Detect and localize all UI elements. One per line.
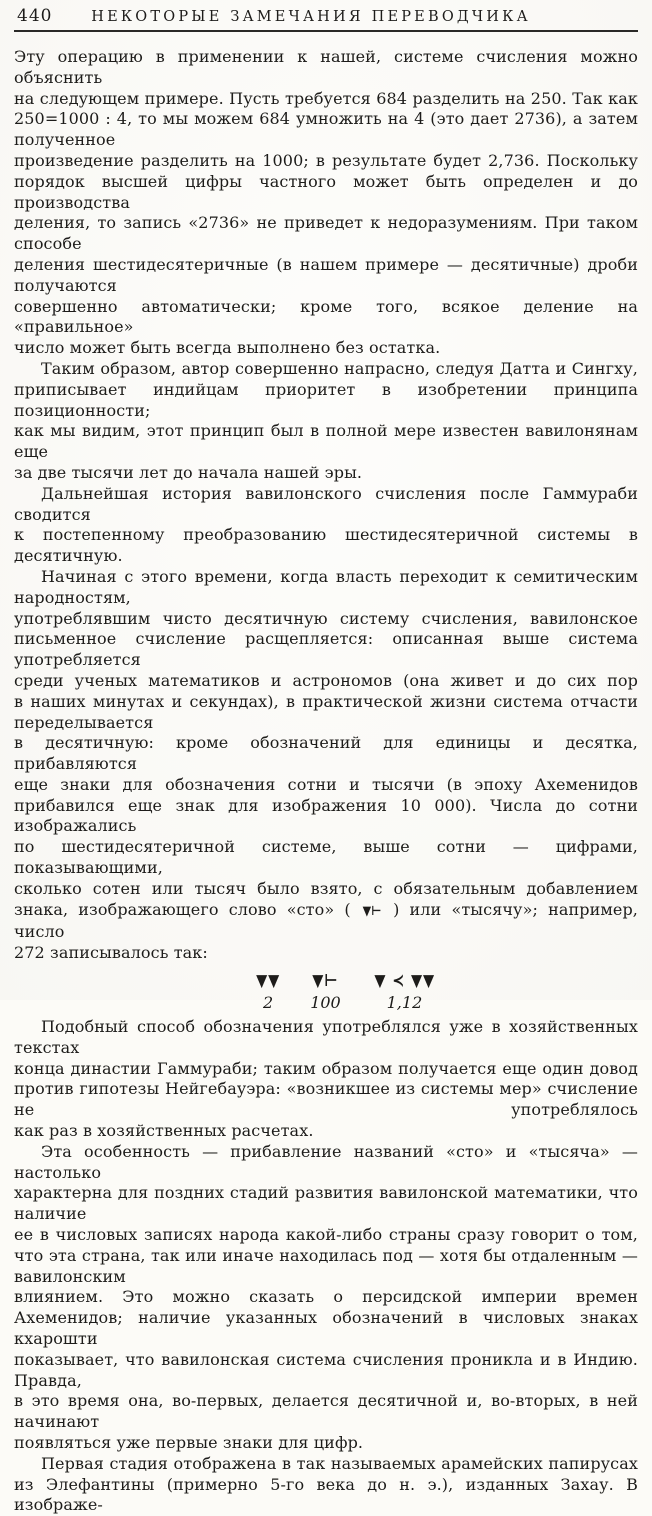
text-line: Ахеменидов; наличие указанных обозначений в числовых знаках кхарошти — [14, 1308, 638, 1349]
text-line: как мы видим, этот принцип был в полной мере известен вавилонянам еще — [14, 421, 638, 462]
text-line: Подобный способ обозначения употреблялся уже в хозяйственных текстах — [14, 1017, 638, 1057]
cuneiform-hundred-sign: ▼⊢ — [362, 903, 382, 919]
paragraph-7 — [14, 1454, 638, 1516]
text-line: Дальнейшая история вавилонского счисления после Гаммураби сводится — [14, 483, 638, 524]
figure-value: 1,12 — [386, 993, 423, 1013]
text-line: Таким образом, автор совершенно напрасно, следуя Датта и Сингху, — [41, 358, 638, 378]
text-line: сколько сотен или тысяч было взято, с обязательным добавлением — [14, 878, 638, 898]
text-line: из Элефантины (примерно 5-го века до н. э.), изданных Захау. В изображе- — [14, 1474, 638, 1515]
paragraph-1 — [14, 47, 638, 359]
cuneiform-glyphs-hundred: ▼⊢ — [312, 971, 339, 992]
text-line: употреблявшим чисто десятичную систему счисления, вавилонское — [14, 608, 638, 628]
text-line: 250=1000 : 4, то мы можем 684 умножить на 4 (это дает 2736), а затем полученное — [14, 109, 638, 150]
figure-column — [369, 971, 440, 1012]
text-line: в десятичную: кроме обозначений для единицы и десятка, прибавляются — [14, 733, 638, 774]
cuneiform-glyphs-one-twelve: ▼ ≺ ▼▼ — [374, 971, 435, 992]
figure-column — [254, 971, 282, 1012]
text-line: Эту операцию в применении к нашей, системе счисления можно объяснить — [14, 47, 638, 87]
text-line: Эта особенность — прибавление названий «сто» и «тысяча» — настолько — [14, 1141, 638, 1182]
text-segment: знака, изображающего слово «сто» ( — [14, 899, 361, 919]
paragraph-6 — [14, 1142, 638, 1454]
text-line: 272 записывалось так: — [14, 943, 208, 963]
page-number: 440 — [17, 6, 53, 26]
paragraph-2 — [14, 359, 638, 484]
text-line: к постепенному преобразованию шестидесятеричной системы в десятичную. — [14, 525, 638, 566]
text-line: что эта страна, так или иначе находилась под — хотя бы отдаленным — вавилонским — [14, 1245, 638, 1286]
text-line: среди ученых математиков и астрономов (она живет и до сих пор — [14, 670, 638, 690]
text-line: как раз в хозяйственных расчетах. — [14, 1121, 314, 1141]
text-segment: ) или «тысячу»; например, число — [14, 899, 638, 942]
text-line: число может быть всегда выполнено без остатка. — [14, 338, 441, 358]
text-line: показывает, что вавилонская система счисления проникла и в Индию. Правда, — [14, 1349, 638, 1390]
text-line: конца династии Гаммураби; таким образом получается еще один довод — [14, 1058, 638, 1078]
running-header-title: НЕКОТОРЫЕ ЗАМЕЧАНИЯ ПЕРЕВОДЧИКА — [91, 9, 531, 25]
text-line-with-cuneiform — [14, 900, 638, 944]
text-line: произведение разделить на 1000; в результате будет 2,736. Поскольку — [14, 150, 638, 170]
text-line: на следующем примере. Пусть требуется 684 разделить на 250. Так как — [14, 88, 638, 108]
text-line: порядок высшей цифры частного может быть определен и до производства — [14, 171, 638, 212]
text-line: письменное счисление расщепляется: описанная выше система употребляется — [14, 629, 638, 670]
text-line: прибавился еще знак для изображения 10 000). Числа до сотни изображались — [14, 795, 638, 836]
paragraph-3 — [14, 484, 638, 567]
text-line: за две тысячи лет до начала нашей эры. — [14, 462, 363, 482]
text-line: приписывает индийцам приоритет в изобретении принципа позиционности; — [14, 379, 638, 420]
text-line: совершенно автоматически; кроме того, всякое деление на «правильное» — [14, 296, 638, 337]
text-line: характерна для поздних стадий развития вавилонской математики, что наличие — [14, 1183, 638, 1224]
cuneiform-numeral-figure — [254, 971, 638, 1012]
text-line: в это время она, во-первых, делается десятичной и, во-вторых, в ней начинают — [14, 1391, 638, 1432]
text-line: еще знаки для обозначения сотни и тысячи (в эпоху Ахеменидов — [14, 774, 638, 794]
figure-value: 100 — [310, 993, 341, 1013]
text-line: деления, то запись «2736» не приведет к недоразумениям. При таком способе — [14, 213, 638, 254]
header-rule — [14, 30, 638, 32]
cuneiform-glyphs-two: ▼▼ — [256, 971, 281, 992]
text-line: появляться уже первые знаки для цифр. — [14, 1433, 364, 1452]
paragraph-4 — [14, 567, 638, 964]
text-line: в наших минутах и секундах), в практической жизни система отчасти переделывается — [14, 691, 638, 732]
figure-column — [310, 971, 341, 1012]
text-line: против гипотезы Нейгебауэра: «возникшее из системы мер» счисление не употреблялось — [14, 1079, 638, 1120]
page-body — [0, 33, 652, 1516]
text-line: по шестидесятеричной системе, выше сотни — цифрами, показывающими, — [14, 837, 638, 878]
text-line: Начиная с этого времени, когда власть переходит к семитическим народностям, — [14, 566, 638, 607]
paragraph-5 — [14, 1017, 638, 1142]
text-line: ее в числовых записях народа какой-либо страны сразу говорит о том, — [14, 1225, 638, 1245]
text-line: влиянием. Это можно сказать о персидской империи времен — [14, 1287, 638, 1307]
running-header — [0, 0, 652, 33]
figure-value: 2 — [262, 993, 274, 1013]
text-line: Первая стадия отображена в так называемых арамейских папирусах — [41, 1453, 638, 1473]
text-line: деления шестидесятеричные (в нашем примере — десятичные) дроби получаются — [14, 254, 638, 295]
